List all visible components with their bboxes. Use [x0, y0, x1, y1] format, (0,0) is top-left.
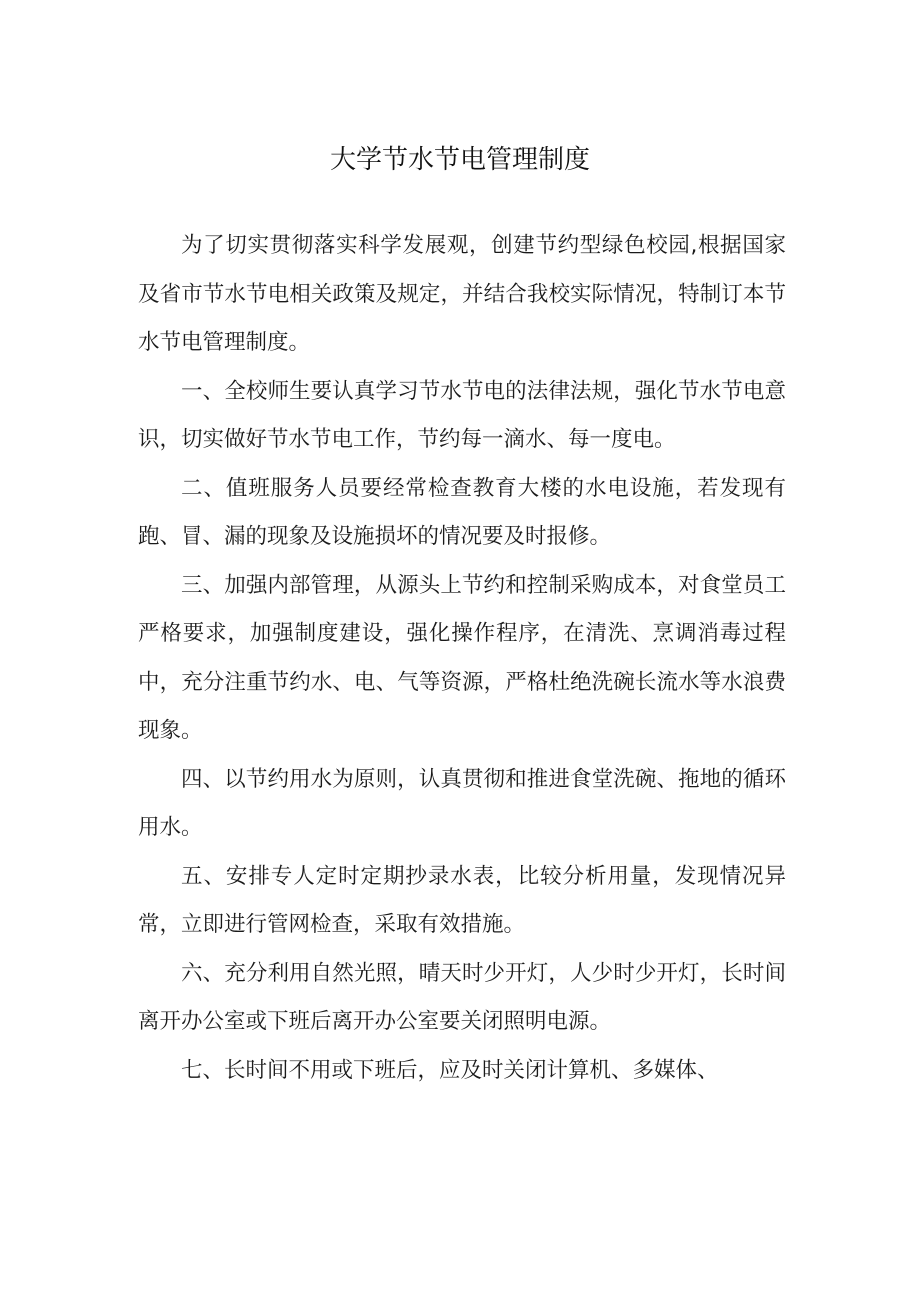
paragraph-item-5: 五、安排专人定时定期抄录水表，比较分析用量，发现情况异常，立即进行管网检查，采取有效措施。	[138, 863, 786, 937]
paragraph-item-1: 一、全校师生要认真学习节水节电的法律法规，强化节水节电意识，切实做好节水节电工作，节约每一滴水、每一度电。	[138, 378, 786, 452]
paragraph-item-2: 二、值班服务人员要经常检查教育大楼的水电设施，若发现有跑、冒、漏的现象及设施损坏的情况要及时报修。	[138, 475, 786, 549]
paragraph-item-7: 七、长时间不用或下班后，应及时关闭计算机、多媒体、	[181, 1057, 719, 1083]
paragraph-item-3: 三、加强内部管理，从源头上节约和控制采购成本，对食堂员工严格要求，加强制度建设，强化操作程序，在清洗、烹调消毒过程中，充分注重节约水、电、气等资源，严格杜绝洗碗长流水等水浪费现象。	[138, 572, 786, 743]
paragraph-intro: 为了切实贯彻落实科学发展观，创建节约型绿色校园,根据国家及省市节水节电相关政策及规定，并结合我校实际情况，特制订本节水节电管理制度。	[138, 233, 786, 355]
document-body	[138, 222, 786, 1095]
paragraph-item-6: 六、充分利用自然光照，晴天时少开灯，人少时少开灯，长时间离开办公室或下班后离开办公室要关闭照明电源。	[138, 960, 786, 1034]
paragraph-item-4: 四、以节约用水为原则，认真贯彻和推进食堂洗碗、拖地的循环用水。	[138, 766, 786, 840]
document-title: 大学节水节电管理制度	[329, 145, 590, 175]
